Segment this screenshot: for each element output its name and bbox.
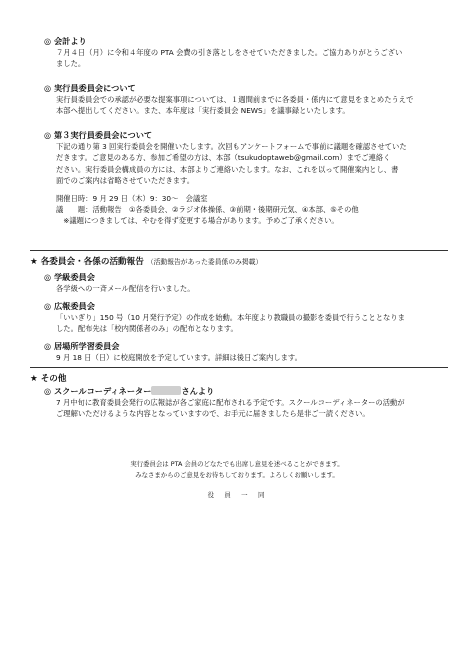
section-kaikei xyxy=(44,36,444,70)
body-line: ７月４日（月）に令和４年度の PTA 会費の引き落としをさせていただきました。ご協力ありがとうござい xyxy=(56,48,403,57)
committee-reports-note: （活動報告があった委員係のみ掲載） xyxy=(146,258,263,266)
divider xyxy=(30,367,448,368)
redacted-name xyxy=(151,386,181,395)
committee-reports-title: ★ 各委員会・各係の活動報告 xyxy=(30,257,144,267)
body-line: 「いいぎり」150 号（10 月発行予定）の作成を始動。本年度より教職員の撮影を委員で行うこととなりま xyxy=(56,313,405,322)
body-line: ご理解いただけるような内容となっていますので、お手元に届きましたら是非ご一読ください。 xyxy=(56,409,370,419)
section-kaikei-body xyxy=(56,47,444,70)
body-line: 下記の通り第 3 回実行委員会を開催いたします。次回もアンケートフォームで事前に議題を確認させていた xyxy=(56,142,407,151)
meeting-agenda: 議 題：活動報告 ①各委員会、②ラジオ体操係、③前期・後期研元気、④本部、⑤その他 xyxy=(56,205,359,215)
committee-body xyxy=(56,283,444,294)
committee-ibasho xyxy=(44,341,444,363)
other-body xyxy=(56,397,444,420)
meeting-info xyxy=(56,193,444,227)
body-line: ださい。実行委員会構成員の方には、本部よりご連絡いたします。なお、これを以って開催案内とし、書 xyxy=(56,164,399,174)
committee-heading: ◎ 広報委員会 xyxy=(44,301,95,311)
section-jikko-heading: ◎ 実行員委員会について xyxy=(44,83,136,93)
section-dai3-body xyxy=(56,141,444,227)
body-line: 面でのご案内は省略させていただきます。 xyxy=(56,176,195,186)
committee-koho xyxy=(44,301,444,335)
committee-body xyxy=(56,312,444,335)
other-item-heading-post: さんより xyxy=(181,386,215,396)
section-kaikei-heading: ◎ 会計より xyxy=(44,36,87,46)
body-line: した。配布先は「校内関係者のみ」の配布となります。 xyxy=(56,324,238,334)
body-line: 9 月 18 日（日）に校庭開放を予定しています。詳細は後日ご案内します。 xyxy=(56,353,302,362)
footer-message xyxy=(0,459,474,481)
body-line: 7 月中旬に教育委員会発行の広報誌が各ご家庭に配布される予定です。スクールコーディネーターの活動が xyxy=(56,398,405,407)
section-jikko xyxy=(44,83,444,117)
committee-gakkyu xyxy=(44,272,444,294)
signature: 役 員 一 同 xyxy=(207,491,267,499)
body-line: だきます。ご意見のある方、参加ご希望の方は、本部（tsukudoptaweb@gmail.com）までご連絡く xyxy=(56,153,391,163)
divider xyxy=(30,250,448,251)
footer-line: みなさまからのご意見をお待ちしております。よろしくお願いします。 xyxy=(135,471,339,479)
section-dai3 xyxy=(44,130,444,227)
body-line: 各学級への一斉メール配信を行いました。 xyxy=(56,284,195,293)
other-coordinator xyxy=(44,386,444,420)
body-line: 本部へ提出してください。また、本年度は「実行委員会 NEWS」を議事録といたします。 xyxy=(56,106,350,116)
footer-line: 実行委員会は PTA 会員のどなたでも出席し意見を述べることができます。 xyxy=(130,460,344,468)
section-dai3-heading: ◎ 第３実行員委員会について xyxy=(44,130,153,140)
section-jikko-body xyxy=(56,94,444,117)
meeting-note: ※議題につきましては、やむを得ず変更する場合があります。予めご了承ください。 xyxy=(56,216,339,226)
committee-reports-heading xyxy=(30,255,262,267)
committee-heading: ◎ 居場所学習委員会 xyxy=(44,341,120,351)
other-item-heading-pre: ◎ スクールコーディネーター xyxy=(44,386,152,396)
meeting-datetime: 開催日時：9 月 29 日（木）9：30～ 会議室 xyxy=(56,193,208,203)
body-line: 実行員委員会での承認が必要な提案事項については、１週間前までに各委員・係内にて意見をまとめたうえで xyxy=(56,95,414,104)
committee-body xyxy=(56,352,444,363)
committee-heading: ◎ 学級委員会 xyxy=(44,272,95,282)
body-line: ました。 xyxy=(56,59,86,69)
other-item-heading xyxy=(44,386,444,397)
other-heading: ★ その他 xyxy=(30,374,67,384)
